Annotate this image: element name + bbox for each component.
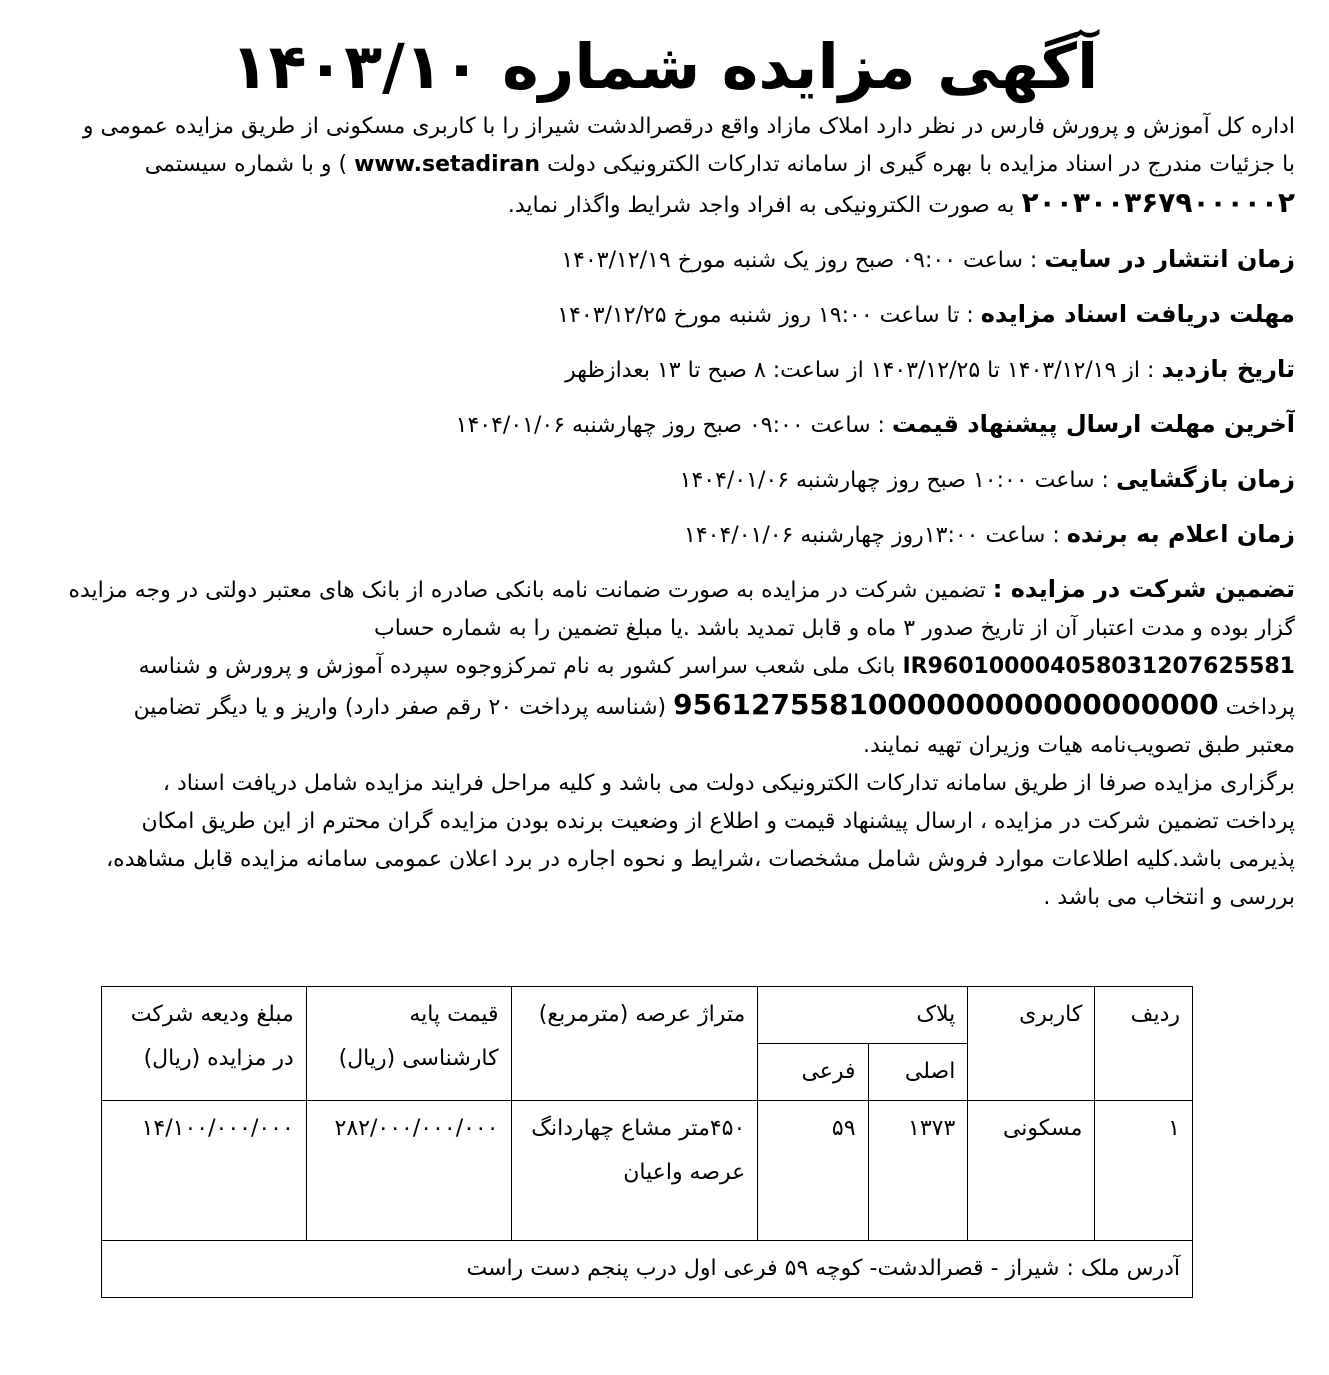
system-number: ۲۰۰۳۰۰۳۶۷۹۰۰۰۰۰۲ bbox=[1021, 186, 1295, 219]
intro-line-2 bbox=[28, 146, 1295, 184]
cell-asli: ۱۳۷۳ bbox=[868, 1101, 968, 1241]
header-vadie: مبلغ ودیعه شرکت در مزایده (ریال) bbox=[102, 987, 307, 1101]
guarantee-text: پرداخت bbox=[1225, 695, 1295, 720]
procedure-line-4: بررسی و انتخاب می باشد . bbox=[1043, 885, 1295, 910]
schedule-label: زمان بازگشایی bbox=[1115, 465, 1295, 493]
schedule-opening bbox=[28, 460, 1295, 500]
cell-metraj: ۴۵۰متر مشاع چهاردانگ عرصه واعیان bbox=[511, 1101, 758, 1241]
table-row bbox=[102, 1101, 1193, 1241]
schedule-value: : تا ساعت ۱۹:۰۰ روز شنبه مورخ ۱۴۰۳/۱۲/۲۵ bbox=[557, 303, 974, 328]
account-number: IR960100004058031207625581 bbox=[902, 654, 1295, 679]
schedule-value: : ساعت ۱۳:۰۰روز چهارشنبه ۱۴۰۴/۰۱/۰۶ bbox=[684, 523, 1060, 548]
procedure-line-2: پرداخت تضمین شرکت در مزایده ، ارسال پیشنهاد قیمت و اطلاع از وضعیت برنده بودن مزایده گران محترم از این طریق امکان bbox=[141, 809, 1295, 834]
cell-karbari: مسکونی bbox=[968, 1101, 1095, 1241]
cell-vadie: ۱۴/۱۰۰/۰۰۰/۰۰۰ bbox=[102, 1101, 307, 1241]
schedule-value: : ساعت ۱۰:۰۰ صبح روز چهارشنبه ۱۴۰۴/۰۱/۰۶ bbox=[679, 468, 1109, 493]
payment-id: 9561275581000000000000000000 bbox=[673, 688, 1219, 721]
header-metraj: متراژ عرصه (مترمربع) bbox=[511, 987, 758, 1101]
schedule-bid-deadline bbox=[28, 405, 1295, 445]
table-header-row bbox=[102, 987, 1193, 1044]
website-link[interactable]: www.setadiran bbox=[354, 152, 541, 177]
intro-line-1: اداره کل آموزش و پرورش فارس در نظر دارد املاک مازاد واقع درقصرالدشت شیراز را با کاربری مسکونی از طریق مزایده عمومی و bbox=[82, 114, 1295, 139]
guarantee-line-4 bbox=[28, 686, 1295, 727]
schedule-publish bbox=[28, 240, 1295, 280]
property-address: آدرس ملک : شیراز - قصرالدشت- کوچه ۵۹ فرعی اول درب پنجم دست راست bbox=[102, 1241, 1193, 1298]
intro-line-3 bbox=[28, 184, 1295, 225]
notice-title: آگهی مزایده شماره ۱۴۰۳/۱۰ bbox=[230, 30, 1099, 103]
header-radif: ردیف bbox=[1095, 987, 1193, 1101]
header-pelak: پلاک bbox=[758, 987, 968, 1044]
procedure-line-3: پذیرمی باشد.کلیه اطلاعات موارد فروش شامل مشخصات ،شرایط و نحوه اجاره در برد اعلان عمومی سامانه مزایده قابل مشاهده، bbox=[106, 847, 1295, 872]
guarantee-line-2: گزار بوده و مدت اعتبار آن از تاریخ صدور ۳ ماه و قابل تمدید باشد .یا مبلغ تضمین را به شماره حساب bbox=[374, 616, 1295, 641]
schedule-label: زمان انتشار در سایت bbox=[1044, 245, 1295, 273]
intro-line-3-rest: به صورت الکترونیکی به افراد واجد شرایط واگذار نماید. bbox=[507, 193, 1015, 218]
guarantee-text: (شناسه پرداخت ۲۰ رقم صفر دارد) واریز و یا دیگر تضامین bbox=[133, 695, 667, 720]
header-asli: اصلی bbox=[868, 1044, 968, 1101]
header-karbari: کاربری bbox=[968, 987, 1095, 1101]
intro-line-2-part-2: ) و با شماره سیستمی bbox=[144, 152, 348, 177]
schedule-value: : از ۱۴۰۳/۱۲/۱۹ تا ۱۴۰۳/۱۲/۲۵ از ساعت: ۸ صبح تا ۱۳ بعدازظهر bbox=[565, 358, 1155, 383]
guarantee-text: بانک ملی شعب سراسر کشور به نام تمرکزوجوه سپرده آموزش و پرورش و شناسه bbox=[138, 654, 896, 679]
intro-line-2-part-1: با جزئیات مندرج در اسناد مزایده با بهره گیری از سامانه تدارکات الکترونیکی دولت bbox=[547, 152, 1295, 177]
schedule-label: زمان اعلام به برنده bbox=[1066, 520, 1295, 548]
schedule-winner bbox=[28, 515, 1295, 555]
schedule-visit bbox=[28, 350, 1295, 390]
header-farei: فرعی bbox=[758, 1044, 868, 1101]
guarantee-line-1 bbox=[28, 570, 1295, 610]
schedule-label: آخرین مهلت ارسال پیشنهاد قیمت bbox=[891, 410, 1295, 438]
guarantee-line-3 bbox=[28, 648, 1295, 686]
guarantee-label: تضمین شرکت در مزایده : bbox=[992, 575, 1295, 603]
cell-radif: ۱ bbox=[1095, 1101, 1193, 1241]
cell-farei: ۵۹ bbox=[758, 1101, 868, 1241]
procedure-line-1: برگزاری مزایده صرفا از طریق سامانه تدارکات الکترونیکی دولت می باشد و کلیه مراحل فرایند مزایده شامل دریافت اسناد ، bbox=[162, 771, 1295, 796]
cell-gheymat: ۲۸۲/۰۰۰/۰۰۰/۰۰۰ bbox=[306, 1101, 511, 1241]
schedule-label: تاریخ بازدید bbox=[1161, 355, 1295, 383]
guarantee-text: تضمین شرکت در مزایده به صورت ضمانت نامه بانکی صادره از بانک های معتبر دولتی در وجه مزایده bbox=[68, 578, 986, 603]
schedule-value: : ساعت ۰۹:۰۰ صبح روز یک شنبه مورخ ۱۴۰۳/۱۲/۱۹ bbox=[561, 248, 1038, 273]
schedule-documents bbox=[28, 295, 1295, 335]
schedule-label: مهلت دریافت اسناد مزایده bbox=[980, 300, 1295, 328]
notice-body bbox=[28, 108, 1295, 917]
schedule-value: : ساعت ۰۹:۰۰ صبح روز چهارشنبه ۱۴۰۴/۰۱/۰۶ bbox=[455, 413, 885, 438]
property-table bbox=[101, 986, 1193, 1298]
table-address-row bbox=[102, 1241, 1193, 1298]
header-gheymat: قیمت پایه کارشناسی (ریال) bbox=[306, 987, 511, 1101]
guarantee-line-5: معتبر طبق تصویب‌نامه هیات وزیران تهیه نمایند. bbox=[863, 733, 1295, 758]
